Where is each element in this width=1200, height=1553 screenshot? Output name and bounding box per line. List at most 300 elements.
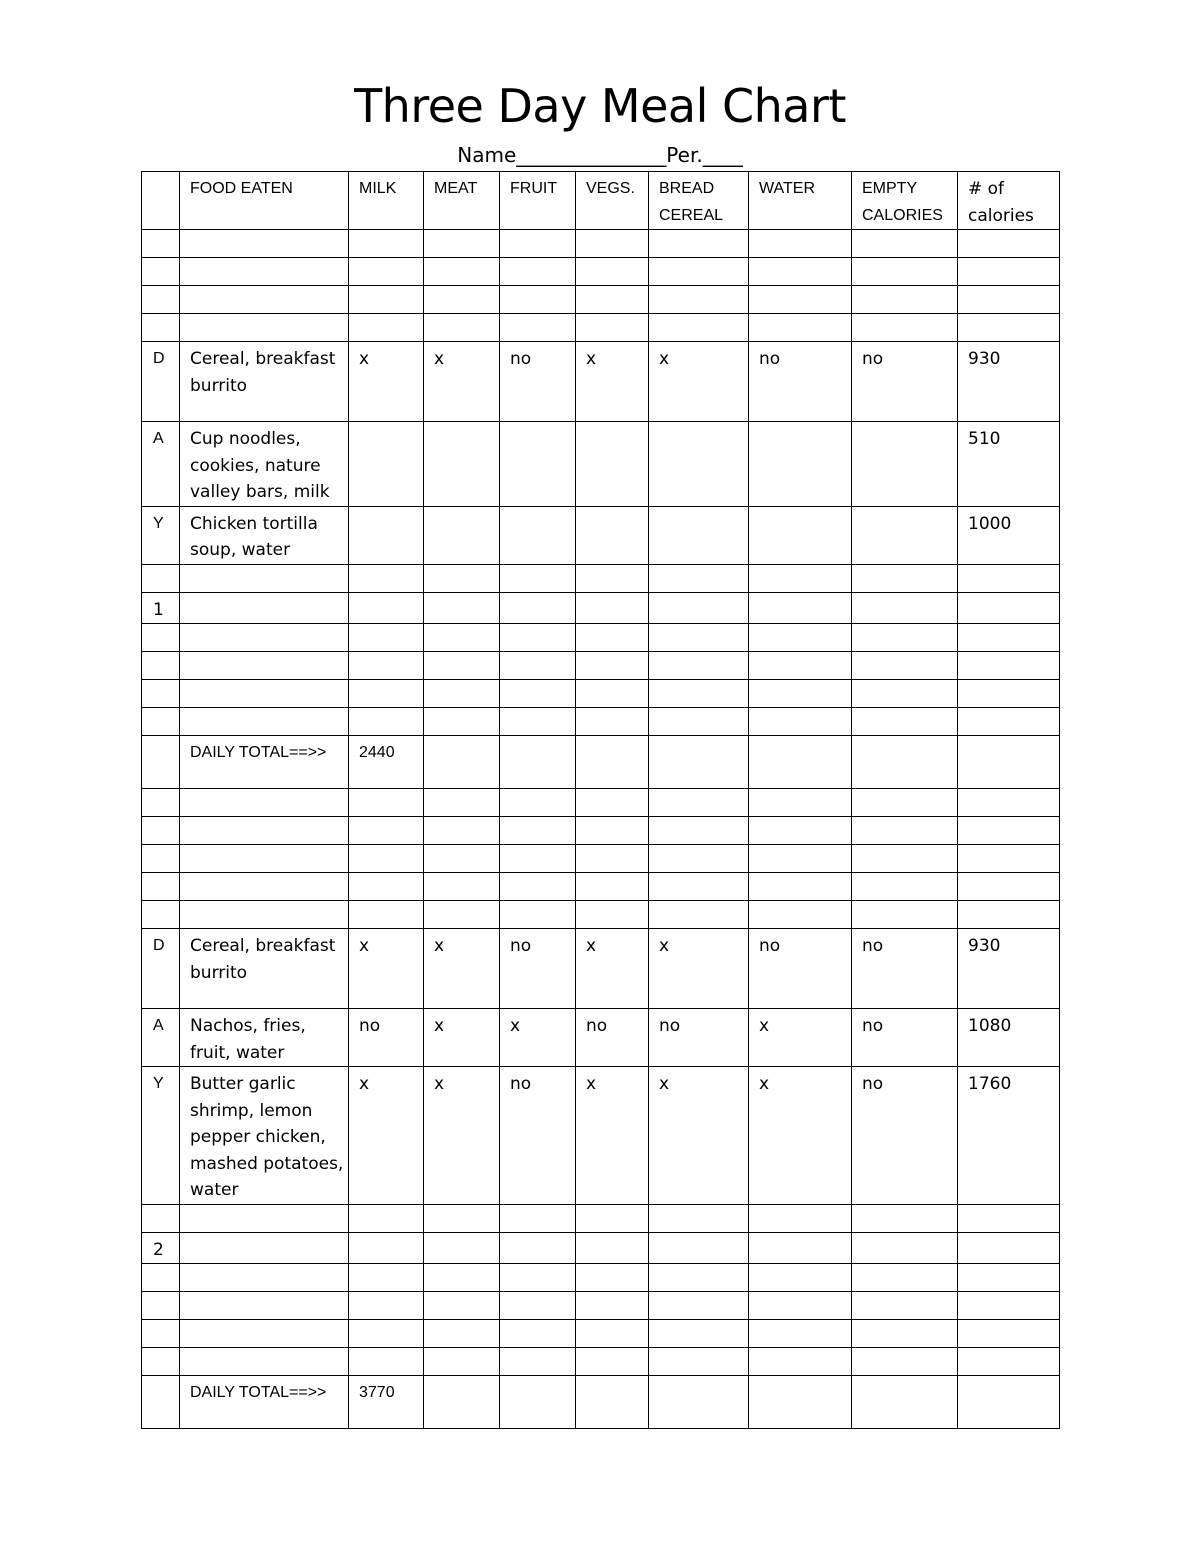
header-calories: # of calories <box>958 172 1060 230</box>
cell-calories <box>958 873 1060 901</box>
cell-empty-calories: no <box>852 342 958 422</box>
cell-water: x <box>749 1009 852 1067</box>
cell-calories <box>958 1292 1060 1320</box>
cell-food-eaten <box>180 286 349 314</box>
table-row <box>142 1320 1060 1348</box>
cell-water <box>749 817 852 845</box>
cell-empty-calories <box>852 506 958 564</box>
cell-calories <box>958 845 1060 873</box>
cell-bread-cereal <box>649 314 749 342</box>
cell-fruit: no <box>500 1067 576 1205</box>
cell-empty-calories <box>852 901 958 929</box>
cell-vegs <box>576 422 649 507</box>
cell-calories <box>958 286 1060 314</box>
cell-meat <box>424 592 500 624</box>
cell-milk <box>349 230 424 258</box>
cell-food-eaten <box>180 1348 349 1376</box>
cell-vegs <box>576 1264 649 1292</box>
cell-vegs <box>576 708 649 736</box>
cell-food-eaten <box>180 901 349 929</box>
cell-fruit <box>500 1292 576 1320</box>
cell-bread-cereal <box>649 817 749 845</box>
cell-bread-cereal <box>649 1292 749 1320</box>
cell-milk <box>349 901 424 929</box>
cell-meat <box>424 230 500 258</box>
cell-calories <box>958 592 1060 624</box>
cell-fruit <box>500 652 576 680</box>
cell-milk <box>349 1232 424 1264</box>
cell-calories <box>958 624 1060 652</box>
cell-meat <box>424 1232 500 1264</box>
cell-food-eaten: Chicken tortilla soup, water <box>180 506 349 564</box>
meal-chart-table <box>141 171 1060 1429</box>
cell-vegs <box>576 1376 649 1429</box>
header-fruit: FRUIT <box>500 172 576 230</box>
cell-milk <box>349 817 424 845</box>
cell-food-eaten <box>180 564 349 592</box>
cell-vegs <box>576 873 649 901</box>
cell-day-label <box>142 258 180 286</box>
cell-vegs <box>576 258 649 286</box>
cell-vegs <box>576 624 649 652</box>
cell-bread-cereal: no <box>649 1009 749 1067</box>
table-row <box>142 789 1060 817</box>
cell-empty-calories <box>852 314 958 342</box>
table-row <box>142 564 1060 592</box>
cell-milk <box>349 314 424 342</box>
cell-vegs <box>576 314 649 342</box>
cell-fruit <box>500 286 576 314</box>
cell-milk <box>349 1348 424 1376</box>
cell-milk <box>349 1320 424 1348</box>
cell-vegs <box>576 680 649 708</box>
cell-meat <box>424 564 500 592</box>
cell-water <box>749 736 852 789</box>
cell-fruit <box>500 314 576 342</box>
cell-water: x <box>749 1067 852 1205</box>
cell-fruit <box>500 1232 576 1264</box>
cell-food-eaten <box>180 817 349 845</box>
cell-meat <box>424 1264 500 1292</box>
cell-vegs <box>576 652 649 680</box>
cell-bread-cereal <box>649 845 749 873</box>
table-row <box>142 506 1060 564</box>
cell-calories <box>958 1232 1060 1264</box>
cell-empty-calories <box>852 592 958 624</box>
cell-milk: no <box>349 1009 424 1067</box>
cell-bread-cereal <box>649 564 749 592</box>
cell-vegs <box>576 1292 649 1320</box>
cell-water <box>749 901 852 929</box>
cell-empty-calories <box>852 1232 958 1264</box>
cell-fruit <box>500 564 576 592</box>
cell-food-eaten <box>180 845 349 873</box>
cell-food-eaten <box>180 708 349 736</box>
cell-bread-cereal <box>649 901 749 929</box>
cell-food-eaten <box>180 1264 349 1292</box>
table-row <box>142 342 1060 422</box>
table-row <box>142 624 1060 652</box>
cell-meat <box>424 708 500 736</box>
cell-day-label <box>142 230 180 258</box>
cell-meat <box>424 736 500 789</box>
cell-empty-calories: no <box>852 929 958 1009</box>
cell-bread-cereal: x <box>649 929 749 1009</box>
cell-empty-calories <box>852 817 958 845</box>
header-vegs: VEGS. <box>576 172 649 230</box>
cell-milk <box>349 624 424 652</box>
cell-fruit: x <box>500 1009 576 1067</box>
cell-fruit: no <box>500 342 576 422</box>
table-row <box>142 873 1060 901</box>
cell-vegs <box>576 286 649 314</box>
cell-milk <box>349 506 424 564</box>
table-row <box>142 592 1060 624</box>
cell-calories <box>958 1204 1060 1232</box>
cell-food-eaten <box>180 789 349 817</box>
cell-milk <box>349 1264 424 1292</box>
header-meat: MEAT <box>424 172 500 230</box>
cell-calories <box>958 680 1060 708</box>
cell-water <box>749 873 852 901</box>
cell-meat <box>424 506 500 564</box>
cell-meat <box>424 817 500 845</box>
table-row <box>142 652 1060 680</box>
cell-milk <box>349 845 424 873</box>
table-row <box>142 286 1060 314</box>
cell-milk: x <box>349 1067 424 1205</box>
cell-empty-calories <box>852 873 958 901</box>
cell-vegs <box>576 845 649 873</box>
cell-empty-calories <box>852 708 958 736</box>
cell-milk <box>349 789 424 817</box>
cell-calories <box>958 708 1060 736</box>
table-row <box>142 422 1060 507</box>
cell-water <box>749 845 852 873</box>
cell-water <box>749 422 852 507</box>
cell-fruit <box>500 592 576 624</box>
table-row <box>142 1232 1060 1264</box>
cell-meat <box>424 901 500 929</box>
cell-food-eaten <box>180 1204 349 1232</box>
cell-day-label: Y <box>142 506 180 564</box>
cell-water <box>749 1292 852 1320</box>
cell-milk <box>349 564 424 592</box>
cell-day-label: A <box>142 422 180 507</box>
cell-milk: x <box>349 342 424 422</box>
cell-meat <box>424 845 500 873</box>
cell-bread-cereal <box>649 506 749 564</box>
cell-day-label <box>142 873 180 901</box>
cell-calories: 510 <box>958 422 1060 507</box>
cell-water <box>749 506 852 564</box>
cell-milk <box>349 286 424 314</box>
cell-bread-cereal <box>649 1232 749 1264</box>
cell-meat <box>424 873 500 901</box>
cell-vegs <box>576 817 649 845</box>
cell-vegs: no <box>576 1009 649 1067</box>
cell-fruit <box>500 1376 576 1429</box>
cell-food-eaten <box>180 680 349 708</box>
cell-bread-cereal <box>649 873 749 901</box>
cell-water <box>749 592 852 624</box>
cell-empty-calories <box>852 789 958 817</box>
table-row <box>142 680 1060 708</box>
cell-bread-cereal <box>649 1376 749 1429</box>
table-row <box>142 1067 1060 1205</box>
cell-empty-calories <box>852 422 958 507</box>
cell-day-label <box>142 314 180 342</box>
cell-food-eaten <box>180 314 349 342</box>
cell-water: no <box>749 342 852 422</box>
cell-day-label: 1 <box>142 592 180 624</box>
cell-water <box>749 1232 852 1264</box>
cell-calories <box>958 652 1060 680</box>
cell-fruit <box>500 708 576 736</box>
cell-vegs <box>576 789 649 817</box>
cell-food-eaten <box>180 230 349 258</box>
table-row <box>142 1348 1060 1376</box>
table-row <box>142 1292 1060 1320</box>
cell-day-label <box>142 652 180 680</box>
name-period-line: Name_______________Per.____ <box>457 143 743 167</box>
cell-fruit <box>500 817 576 845</box>
cell-milk: x <box>349 929 424 1009</box>
cell-bread-cereal: x <box>649 1067 749 1205</box>
cell-fruit <box>500 422 576 507</box>
cell-empty-calories <box>852 845 958 873</box>
cell-fruit <box>500 789 576 817</box>
cell-day-label <box>142 624 180 652</box>
cell-calories <box>958 1376 1060 1429</box>
cell-fruit <box>500 1320 576 1348</box>
table-header-row <box>142 172 1060 230</box>
cell-meat <box>424 314 500 342</box>
cell-calories: 1760 <box>958 1067 1060 1205</box>
table-row <box>142 1204 1060 1232</box>
cell-milk <box>349 873 424 901</box>
cell-fruit <box>500 230 576 258</box>
header-food-eaten: FOOD EATEN <box>180 172 349 230</box>
cell-empty-calories <box>852 1264 958 1292</box>
cell-empty-calories <box>852 1204 958 1232</box>
table-row <box>142 817 1060 845</box>
cell-vegs <box>576 1348 649 1376</box>
cell-empty-calories: no <box>852 1009 958 1067</box>
cell-water <box>749 789 852 817</box>
cell-bread-cereal <box>649 230 749 258</box>
cell-water <box>749 1264 852 1292</box>
cell-milk <box>349 708 424 736</box>
cell-bread-cereal <box>649 258 749 286</box>
cell-day-label <box>142 708 180 736</box>
cell-milk <box>349 680 424 708</box>
table-row <box>142 258 1060 286</box>
cell-fruit <box>500 845 576 873</box>
cell-fruit <box>500 1264 576 1292</box>
cell-water <box>749 1320 852 1348</box>
cell-day-label <box>142 901 180 929</box>
cell-vegs <box>576 1232 649 1264</box>
cell-food-eaten <box>180 624 349 652</box>
cell-calories <box>958 1348 1060 1376</box>
cell-day-label <box>142 817 180 845</box>
cell-food-eaten: Cup noodles, cookies, nature valley bars, milk <box>180 422 349 507</box>
header-milk: MILK <box>349 172 424 230</box>
document-title: Three Day Meal Chart <box>354 79 846 133</box>
header-water: WATER <box>749 172 852 230</box>
cell-day-label <box>142 1264 180 1292</box>
table-row <box>142 929 1060 1009</box>
cell-meat: x <box>424 1009 500 1067</box>
cell-meat <box>424 680 500 708</box>
cell-food-eaten: Nachos, fries, fruit, water <box>180 1009 349 1067</box>
cell-vegs: x <box>576 342 649 422</box>
cell-day-label <box>142 736 180 789</box>
cell-food-eaten: DAILY TOTAL==>> <box>180 736 349 789</box>
cell-fruit <box>500 258 576 286</box>
cell-meat <box>424 1320 500 1348</box>
cell-bread-cereal <box>649 652 749 680</box>
cell-water <box>749 624 852 652</box>
cell-meat: x <box>424 342 500 422</box>
cell-vegs <box>576 564 649 592</box>
cell-milk <box>349 258 424 286</box>
cell-meat <box>424 1292 500 1320</box>
cell-vegs <box>576 901 649 929</box>
cell-bread-cereal <box>649 1320 749 1348</box>
cell-empty-calories <box>852 736 958 789</box>
cell-calories: 1000 <box>958 506 1060 564</box>
cell-meat <box>424 422 500 507</box>
cell-water <box>749 314 852 342</box>
cell-day-label: A <box>142 1009 180 1067</box>
cell-food-eaten <box>180 652 349 680</box>
cell-water <box>749 564 852 592</box>
cell-meat <box>424 286 500 314</box>
cell-food-eaten <box>180 258 349 286</box>
cell-empty-calories <box>852 680 958 708</box>
cell-meat <box>424 652 500 680</box>
cell-milk <box>349 652 424 680</box>
cell-vegs: x <box>576 929 649 1009</box>
cell-water <box>749 652 852 680</box>
cell-meat <box>424 258 500 286</box>
cell-food-eaten: DAILY TOTAL==>> <box>180 1376 349 1429</box>
cell-food-eaten <box>180 1320 349 1348</box>
table-row <box>142 901 1060 929</box>
cell-water <box>749 1376 852 1429</box>
cell-calories <box>958 314 1060 342</box>
table-row <box>142 314 1060 342</box>
cell-fruit: no <box>500 929 576 1009</box>
cell-water <box>749 258 852 286</box>
cell-calories <box>958 1264 1060 1292</box>
cell-meat: x <box>424 929 500 1009</box>
cell-calories: 1080 <box>958 1009 1060 1067</box>
table-row <box>142 708 1060 736</box>
cell-bread-cereal <box>649 789 749 817</box>
cell-vegs <box>576 736 649 789</box>
cell-fruit <box>500 680 576 708</box>
cell-empty-calories <box>852 286 958 314</box>
cell-bread-cereal: x <box>649 342 749 422</box>
cell-day-label <box>142 680 180 708</box>
cell-bread-cereal <box>649 286 749 314</box>
cell-milk <box>349 1204 424 1232</box>
cell-water <box>749 708 852 736</box>
header-empty-calories: EMPTY CALORIES <box>852 172 958 230</box>
cell-calories: 930 <box>958 929 1060 1009</box>
cell-water <box>749 1204 852 1232</box>
cell-fruit <box>500 901 576 929</box>
cell-calories <box>958 258 1060 286</box>
cell-vegs <box>576 506 649 564</box>
cell-food-eaten <box>180 873 349 901</box>
cell-fruit <box>500 1348 576 1376</box>
cell-bread-cereal <box>649 422 749 507</box>
cell-empty-calories <box>852 564 958 592</box>
cell-bread-cereal <box>649 1204 749 1232</box>
cell-bread-cereal <box>649 624 749 652</box>
cell-calories: 930 <box>958 342 1060 422</box>
cell-day-label <box>142 1348 180 1376</box>
cell-milk: 2440 <box>349 736 424 789</box>
cell-day-label <box>142 1376 180 1429</box>
cell-empty-calories <box>852 624 958 652</box>
cell-empty-calories: no <box>852 1067 958 1205</box>
cell-empty-calories <box>852 1320 958 1348</box>
table-row <box>142 845 1060 873</box>
cell-fruit <box>500 624 576 652</box>
cell-food-eaten <box>180 592 349 624</box>
cell-empty-calories <box>852 258 958 286</box>
cell-fruit <box>500 736 576 789</box>
cell-day-label: D <box>142 342 180 422</box>
table-row <box>142 1376 1060 1429</box>
cell-bread-cereal <box>649 592 749 624</box>
cell-milk <box>349 1292 424 1320</box>
cell-water <box>749 230 852 258</box>
table-row <box>142 1009 1060 1067</box>
cell-day-label <box>142 564 180 592</box>
cell-water <box>749 286 852 314</box>
cell-fruit <box>500 1204 576 1232</box>
cell-bread-cereal <box>649 736 749 789</box>
cell-empty-calories <box>852 1348 958 1376</box>
cell-calories <box>958 230 1060 258</box>
cell-bread-cereal <box>649 708 749 736</box>
cell-food-eaten <box>180 1292 349 1320</box>
cell-calories <box>958 1320 1060 1348</box>
cell-calories <box>958 817 1060 845</box>
cell-meat <box>424 1376 500 1429</box>
table-row <box>142 230 1060 258</box>
cell-bread-cereal <box>649 680 749 708</box>
cell-vegs <box>576 230 649 258</box>
cell-day-label <box>142 1204 180 1232</box>
cell-day-label <box>142 1292 180 1320</box>
cell-calories <box>958 736 1060 789</box>
cell-empty-calories <box>852 1292 958 1320</box>
cell-empty-calories <box>852 652 958 680</box>
cell-bread-cereal <box>649 1264 749 1292</box>
cell-meat: x <box>424 1067 500 1205</box>
cell-food-eaten: Butter garlic shrimp, lemon pepper chicken, mashed potatoes, water <box>180 1067 349 1205</box>
cell-milk <box>349 422 424 507</box>
cell-food-eaten <box>180 1232 349 1264</box>
cell-meat <box>424 1348 500 1376</box>
